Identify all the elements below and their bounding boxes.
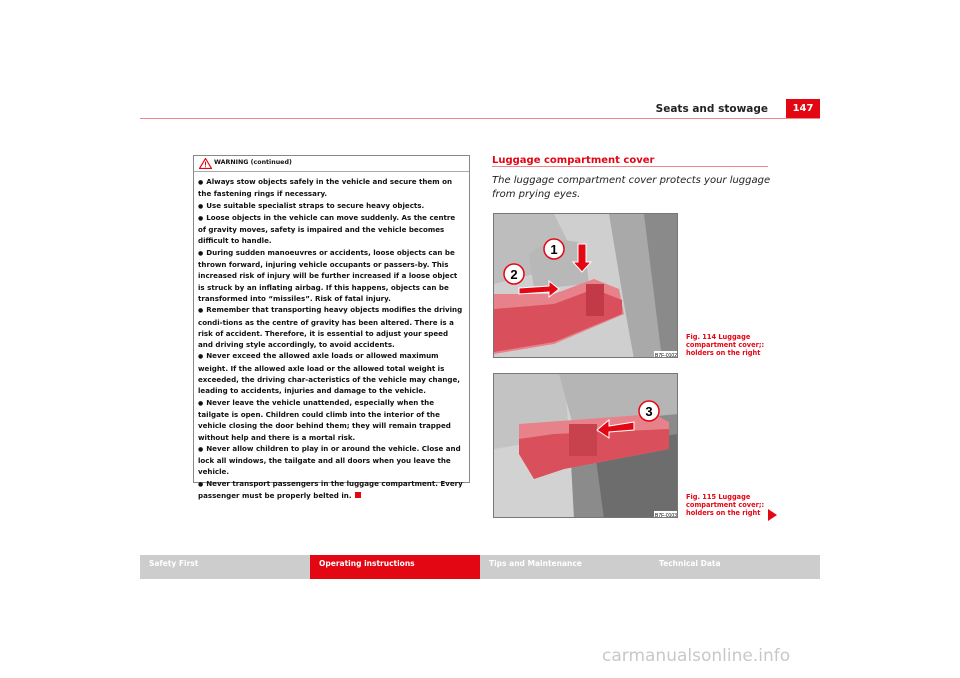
bullet-icon: ●: [198, 307, 204, 315]
warning-triangle-icon: [199, 158, 212, 169]
header-rule: [140, 118, 820, 119]
bullet-icon: ●: [198, 249, 204, 257]
warning-item: ● Never leave the vehicle unattended, especially when the tailgate is open. Children could climb into the interior of the vehicle closing the door behind them; they will remain trapped without help and there is a mortal risk.: [198, 397, 451, 442]
continue-arrow-icon[interactable]: [768, 509, 777, 521]
bullet-icon: ●: [198, 353, 204, 361]
figure-marker-1: 1: [550, 242, 558, 257]
warning-item: ● Never transport passengers in the luggage compartment. Every passenger must be properly belted in.: [198, 478, 463, 501]
section-intro: The luggage compartment cover protects your luggage from prying eyes.: [492, 175, 771, 200]
warning-item: ● Never allow children to play in or around the vehicle. Close and lock all windows, the tailgate and all doors when you leave the vehicle.: [198, 443, 461, 477]
warning-item: ● Always stow objects safely in the vehicle and secure them on the fastening rings if necessary.: [198, 177, 453, 199]
page-number: 147: [786, 99, 820, 118]
bullet-icon: ●: [198, 214, 204, 222]
warning-item: ● Never exceed the allowed axle loads or allowed maximum weight. If the allowed axle load or the allowed total weight is exceeded, the driving char-acteristics of the vehicle may change, leading to accidents, injuries and damage to the vehicle.: [198, 351, 460, 396]
bullet-icon: ●: [198, 399, 204, 407]
section-rule: [492, 166, 768, 167]
bullet-icon: ●: [198, 202, 204, 210]
figure-114-caption: Fig. 114 Luggage compartment cover;: holders on the right: [686, 333, 765, 357]
bullet-icon: ●: [198, 445, 204, 453]
figure-115-image: [493, 373, 678, 518]
warning-header: [194, 156, 469, 172]
tab-operating-instructions[interactable]: Operating instructions: [310, 555, 480, 579]
warning-box: [193, 155, 470, 501]
figure-code: B7F-0103: [655, 513, 677, 518]
footer-nav: [140, 555, 820, 579]
bullet-icon: ●: [198, 179, 204, 186]
warning-list: [194, 172, 469, 501]
figure-code: B7F-0102: [655, 353, 677, 358]
figure-marker-2: 2: [510, 267, 518, 282]
watermark: carmanualsonline.info: [602, 646, 791, 666]
warning-item: ● During sudden manoeuvres or accidents, loose objects can be thrown forward, injuring vehicle occupants or passers-by. This increased risk of injury will be further increased if a loose object is struck by an inflating airbag. If this happens, objects can be transformed into “missiles”. Risk of fatal injury.: [198, 247, 458, 303]
warning-item: ● Use suitable specialist straps to secure heavy objects.: [198, 200, 425, 210]
warning-item: ● Loose objects in the vehicle can move suddenly. As the centre of gravity moves, safety is impaired and the vehicle becomes difficult to handle.: [198, 212, 456, 246]
tab-safety-first[interactable]: Safety First: [140, 555, 310, 579]
figure-115-caption: Fig. 115 Luggage compartment cover;: holders on the right: [686, 493, 765, 517]
tab-technical-data[interactable]: Technical Data: [650, 555, 820, 579]
figure-marker-3: 3: [645, 404, 653, 419]
tab-tips-and-maintenance[interactable]: Tips and Maintenance: [480, 555, 650, 579]
running-header-title: Seats and stowage: [655, 103, 768, 115]
warning-title: WARNING (continued): [214, 159, 292, 166]
section-title: Luggage compartment cover: [492, 155, 655, 166]
warning-item: ● Remember that transporting heavy objects modifies the driving condi-tions as the centre of gravity has been altered. There is a risk of accident. Therefore, it is essential to adjust your speed and driving style accordingly, to avoid accidents.: [198, 305, 463, 350]
figure-114-image: [493, 213, 678, 358]
bullet-icon: ●: [198, 480, 204, 488]
section-end-icon: [355, 492, 361, 498]
